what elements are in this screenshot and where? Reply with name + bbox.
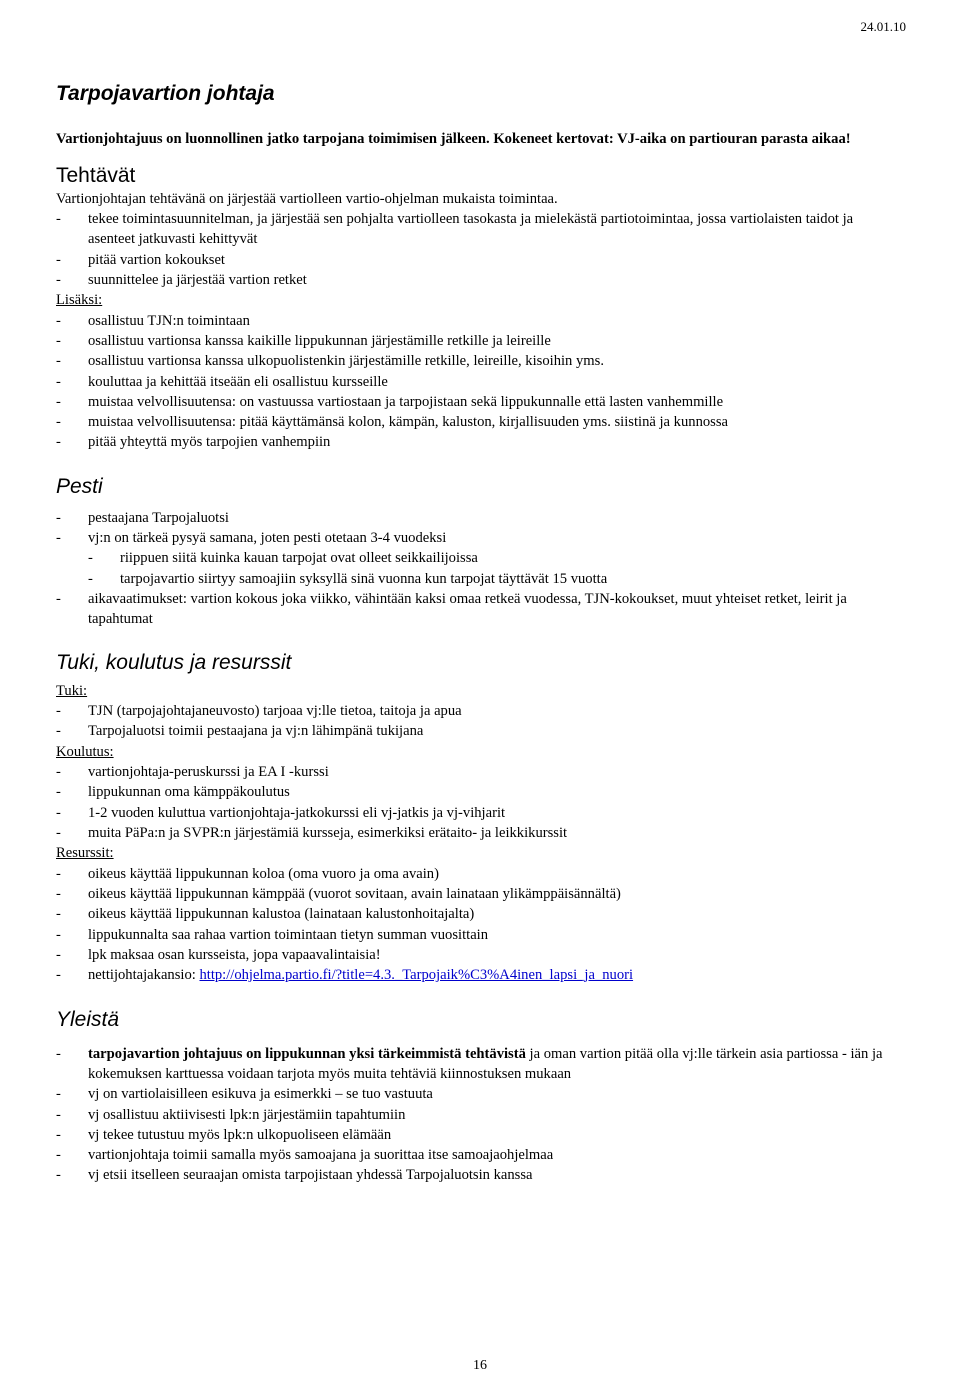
header-date: 24.01.10 — [860, 19, 906, 34]
list-item: - oikeus käyttää lippukunnan koloa (oma vuoro ja oma avain) — [56, 864, 902, 884]
page-title: Tarpojavartion johtaja — [56, 82, 275, 105]
list-item: - suunnittelee ja järjestää vartion retket — [56, 270, 902, 290]
list-item — [56, 528, 902, 548]
lisaksi-list — [56, 311, 902, 453]
list-item-text: ja oman vartion pitää olla vj:lle tärkein asia partiossa - iän ja kokemuksen karttuessa voidaan tarjota myös muita tehtäviä kiinnostuksen mukaan — [88, 1045, 883, 1082]
list-item: - lpk maksaa osan kursseista, jopa vapaavalintaisia! — [56, 945, 902, 965]
list-item: - muistaa velvollisuutensa: on vastuussa vartiostaan ja tarpojistaan sekä lippukunnalle että lasten vanhemmille — [56, 392, 902, 412]
list-item: - oikeus käyttää lippukunnan kämppää (vuorot sovitaan, avain lainataan ylikämppäisännältä) — [56, 884, 902, 904]
list-item: - pitää vartion kokoukset — [56, 250, 902, 270]
tuki-list — [56, 701, 902, 742]
list-item: - lippukunnan oma kämppäkoulutus — [56, 782, 902, 802]
list-item: - kouluttaa ja kehittää itseään eli osallistuu kursseille — [56, 372, 902, 392]
list-item: - osallistuu TJN:n toimintaan — [56, 311, 902, 331]
list-item: - vj etsii itselleen seuraajan omista tarpojistaan yhdessä Tarpojaluotsin kanssa — [56, 1165, 902, 1185]
section-heading-pesti: Pesti — [56, 474, 103, 498]
pesti-list-cont — [56, 589, 902, 630]
section-heading-tuki: Tuki, koulutus ja resurssit — [56, 650, 292, 674]
list-item — [56, 965, 902, 985]
list-item: - riippuen siitä kuinka kauan tarpojat ovat olleet seikkailijoissa — [88, 548, 902, 568]
list-item: - vj on vartiolaisilleen esikuva ja esimerkki – se tuo vastuuta — [56, 1084, 902, 1104]
resurssit-list — [56, 864, 902, 986]
link-prefix: nettijohtajakansio: — [88, 967, 200, 984]
yleista-list — [56, 1044, 902, 1186]
list-item: - tarpojavartio siirtyy samoajiin syksyllä sinä vuonna kun tarpojat täyttävät 15 vuotta — [88, 569, 902, 589]
pesti-list — [56, 508, 902, 549]
list-item: - muistaa velvollisuutensa: pitää käyttämänsä kolon, kämpän, kaluston, kirjallisuuden yms. siistinä ja kunnossa — [56, 412, 902, 432]
list-item: - vj tekee tutustuu myös lpk:n ulkopuoliseen elämään — [56, 1125, 902, 1145]
list-item: - tekee toimintasuunnitelman, ja järjestää sen pohjalta vartiolleen tasokasta ja mielekästä partiotoimintaa, jossa vartiolaisten taidot ja asenteet jatkuvasti kehittyvät — [56, 209, 902, 250]
list-item: - pestaajana Tarpojaluotsi — [56, 508, 902, 528]
list-item: - lippukunnalta saa rahaa vartion toimintaan tietyn summan vuosittain — [56, 925, 902, 945]
list-item: - 1-2 vuoden kuluttua vartionjohtaja-jatkokurssi eli vj-jatkis ja vj-vihjarit — [56, 803, 902, 823]
nettijohtajakansio-link[interactable]: http://ohjelma.partio.fi/?title=4.3._Tarpojaik%C3%A4inen_lapsi_ja_nuori — [199, 967, 634, 984]
intro-paragraph: Vartionjohtajuus on luonnollinen jatko tarpojana toimimisen jälkeen. Kokeneet kertovat: VJ-aika on partiouran parasta aikaa! — [56, 131, 851, 147]
tehtavat-list — [56, 209, 902, 290]
list-item: - osallistuu vartionsa kanssa ulkopuolistenkin järjestämille retkille, leireille, kisoihin yms. — [56, 351, 902, 371]
list-item: - Tarpojaluotsi toimii pestaajana ja vj:n lähimpänä tukijana — [56, 721, 902, 741]
list-item: - vartionjohtaja toimii samalla myös samoajana ja suorittaa itse samoajaohjelmaa — [56, 1145, 902, 1165]
resurssit-label: Resurssit: — [56, 845, 114, 862]
section-heading-yleista: Yleistä — [56, 1007, 120, 1031]
list-item: - vj osallistuu aktiivisesti lpk:n järjestämiin tapahtumiin — [56, 1105, 902, 1125]
section-heading-tehtavat: Tehtävät — [56, 164, 136, 187]
lisaksi-label: Lisäksi: — [56, 292, 103, 309]
list-item: - osallistuu vartionsa kanssa kaikille lippukunnan järjestämille retkille ja leireille — [56, 331, 902, 351]
list-item: - muita PäPa:n ja SVPR:n järjestämiä kursseja, esimerkiksi erätaito- ja leikkikurssit — [56, 823, 902, 843]
page-content — [56, 80, 902, 1186]
list-item: - oikeus käyttää lippukunnan kalustoa (lainataan kalustonhoitajalta) — [56, 904, 902, 924]
list-item: - vartionjohtaja-peruskurssi ja EA I -kurssi — [56, 762, 902, 782]
page-number: 16 — [473, 1358, 487, 1373]
list-item — [56, 1044, 902, 1085]
list-item: - pitää yhteyttä myös tarpojien vanhempiin — [56, 432, 902, 452]
emphasis-text: tarpojavartion johtajuus on lippukunnan yksi tärkeimmistä tehtävistä — [88, 1045, 526, 1062]
koulutus-label: Koulutus: — [56, 743, 114, 760]
tuki-label: Tuki: — [56, 682, 88, 699]
list-item-text: vj:n on tärkeä pysyä samana, joten pesti otetaan 3-4 vuodeksi — [88, 530, 447, 547]
koulutus-list — [56, 762, 902, 843]
pesti-sublist — [88, 548, 902, 589]
list-item: - aikavaatimukset: vartion kokous joka viikko, vähintään kaksi omaa retkeä vuodessa, TJN-kokoukset, muut yhteiset retket, leirit ja tapahtumat — [56, 589, 902, 630]
tehtavat-lead: Vartionjohtajan tehtävänä on järjestää vartiolleen vartio-ohjelman mukaista toimintaa. — [56, 191, 558, 207]
list-item: - TJN (tarpojajohtajaneuvosto) tarjoaa vj:lle tietoa, taitoja ja apua — [56, 701, 902, 721]
